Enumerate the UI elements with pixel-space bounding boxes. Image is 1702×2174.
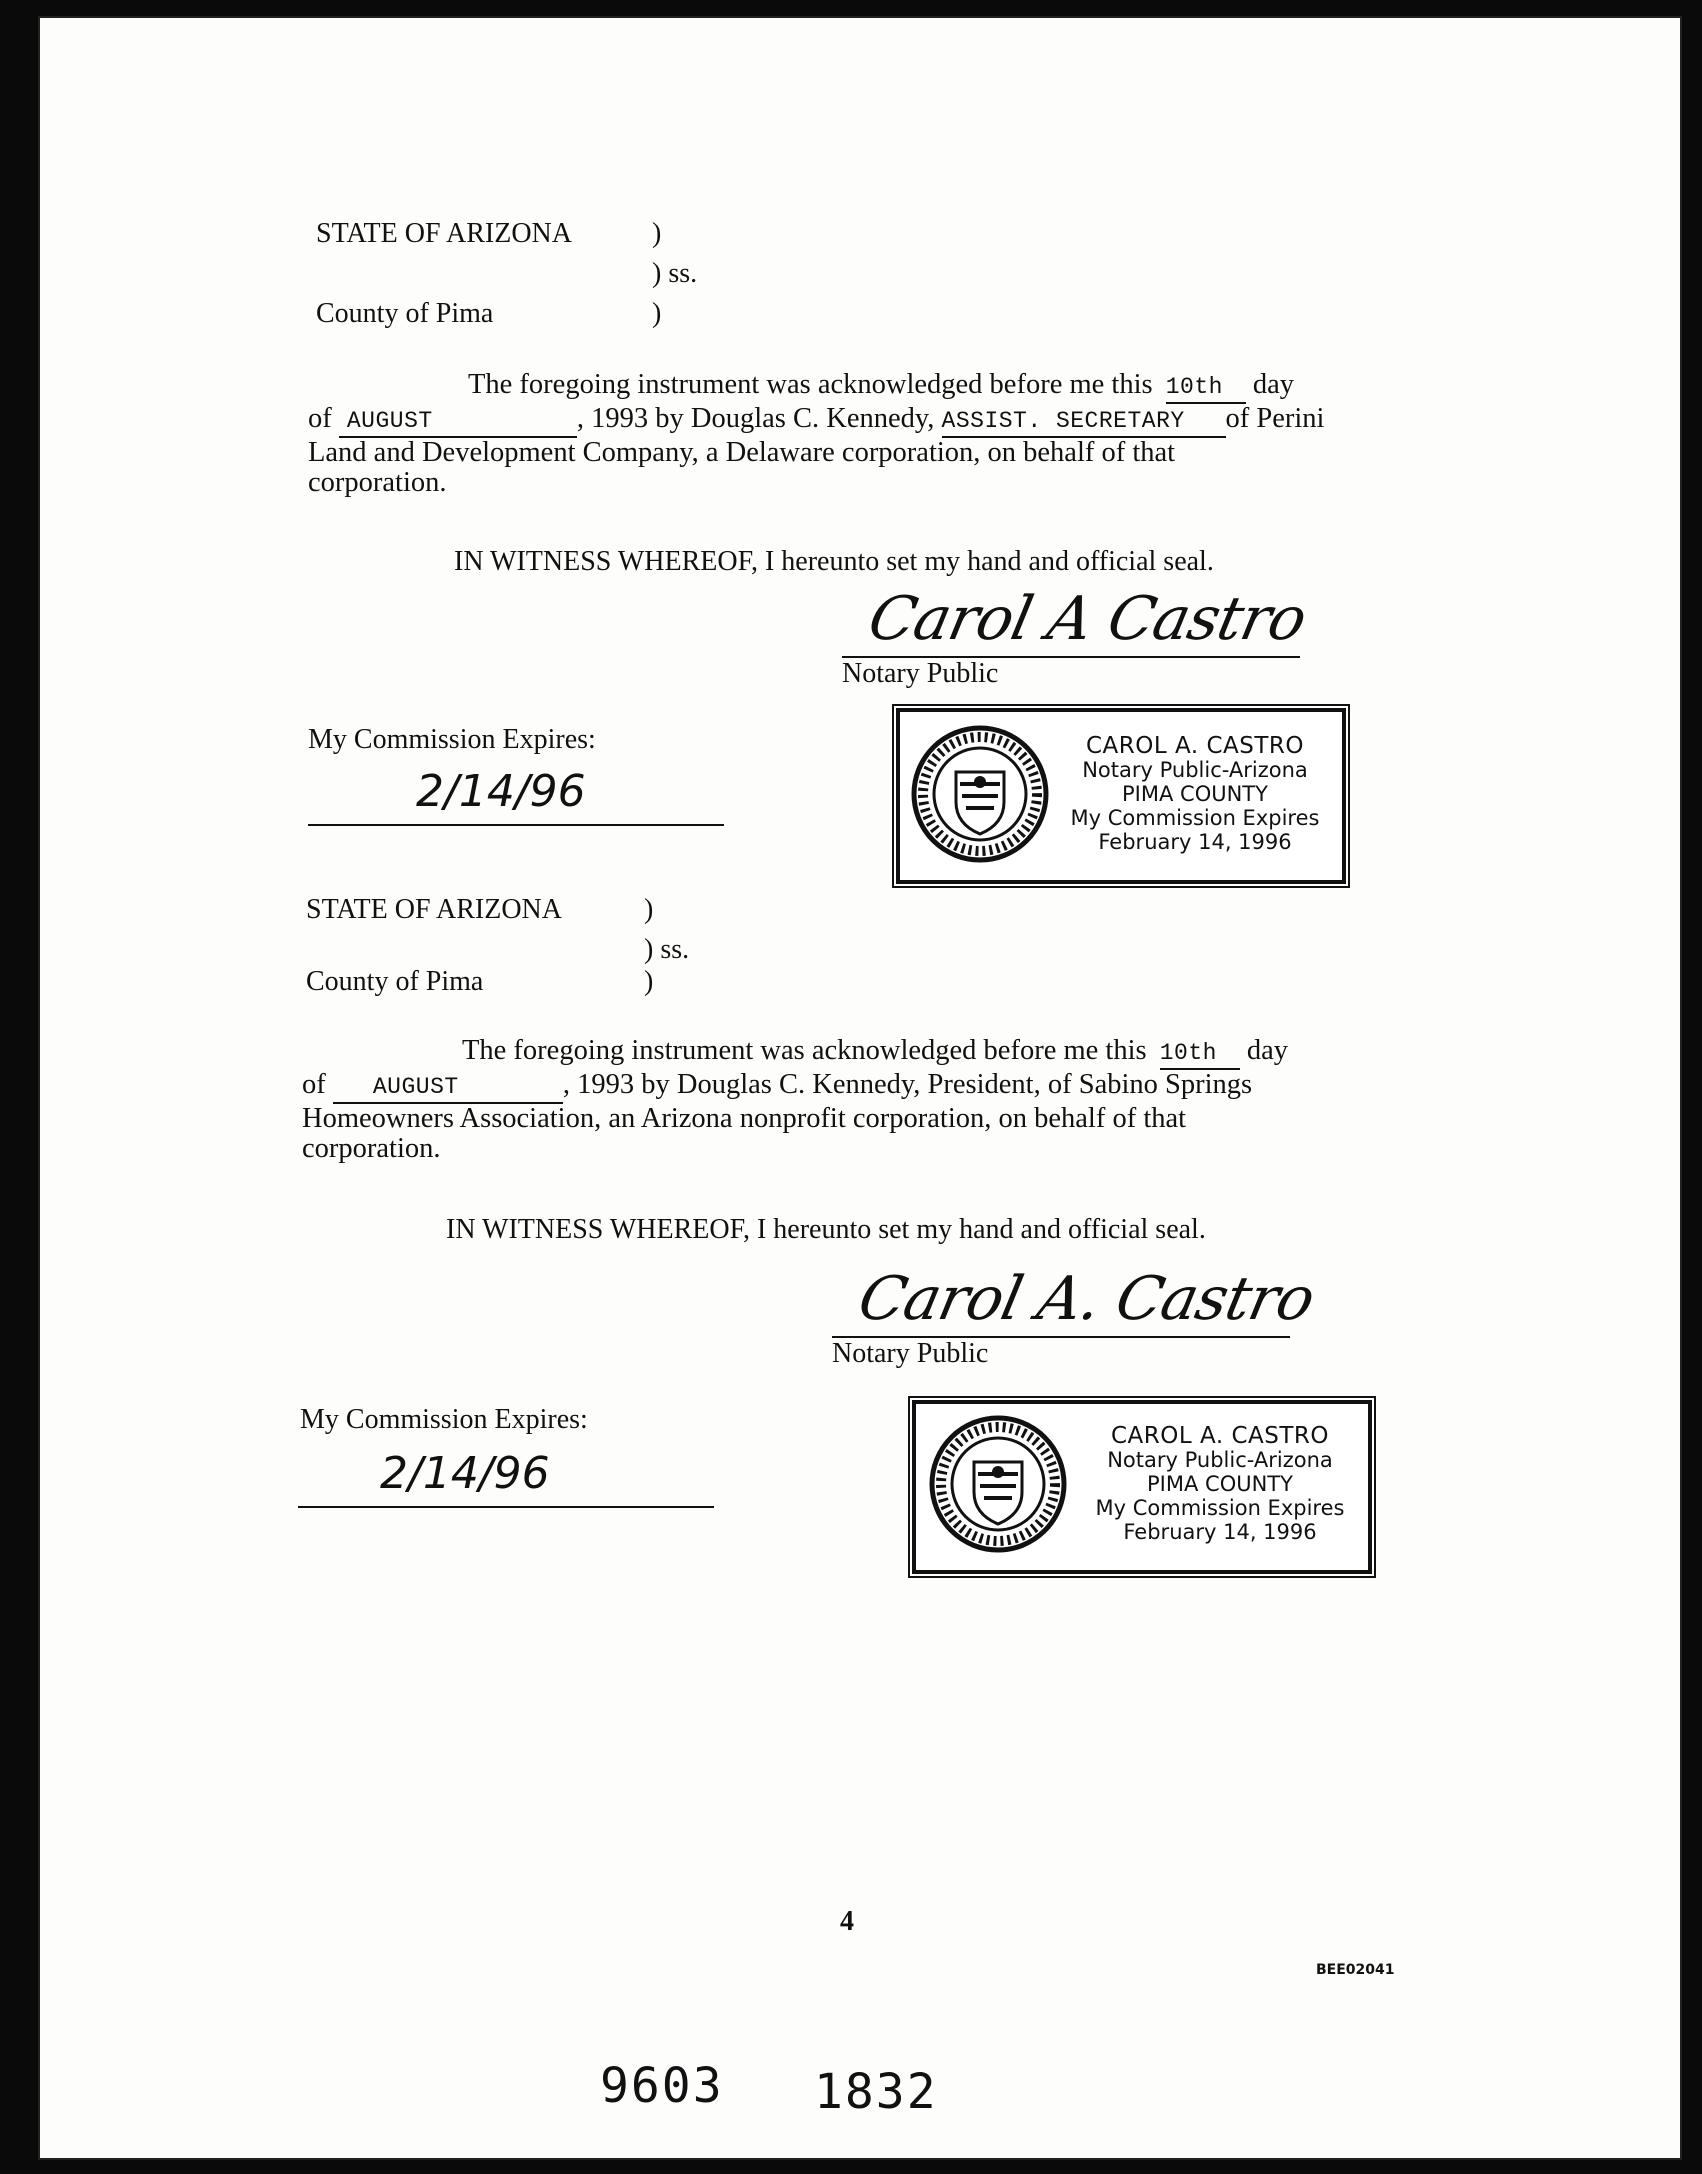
para-text: day xyxy=(1246,1035,1288,1066)
document-code: BEE02041 xyxy=(1316,1962,1395,1978)
notary-signature: Carol A Castro xyxy=(862,584,1312,654)
commission-date: 2/14/96 xyxy=(416,766,586,817)
stamp-text xyxy=(1060,734,1330,854)
para-text: of Perini xyxy=(1225,403,1325,434)
venue-paren: ) xyxy=(652,298,662,329)
venue-paren: ) xyxy=(644,894,654,925)
stamp-line: PIMA COUNTY xyxy=(1147,1472,1293,1496)
recording-number-right: 1832 xyxy=(814,2064,938,2120)
county-heading: County of Pima xyxy=(316,298,494,329)
stamp-line: My Commission Expires xyxy=(1095,1496,1345,1520)
witness-statement: IN WITNESS WHEREOF, I hereunto set my hand and official seal. xyxy=(446,1214,1206,1245)
notary-stamp xyxy=(912,1400,1372,1574)
county-heading: County of Pima xyxy=(306,966,484,997)
stamp-text xyxy=(1082,1424,1358,1544)
stamp-name: CAROL A. CASTRO xyxy=(1111,1423,1329,1449)
document-page xyxy=(40,18,1680,2158)
day-field: 10th xyxy=(1160,1038,1240,1070)
stamp-line: February 14, 1996 xyxy=(1098,830,1292,854)
stamp-line: PIMA COUNTY xyxy=(1122,782,1268,806)
commission-date: 2/14/96 xyxy=(380,1448,550,1499)
venue-ss: ) ss. xyxy=(644,934,690,965)
venue-paren: ) xyxy=(652,218,662,249)
witness-statement: IN WITNESS WHEREOF, I hereunto set my hand and official seal. xyxy=(454,546,1214,577)
month-field: AUGUST xyxy=(339,406,577,438)
state-seal-icon xyxy=(910,724,1050,864)
stamp-line: Notary Public-Arizona xyxy=(1082,758,1308,782)
commission-label: My Commission Expires: xyxy=(308,724,596,755)
commission-line xyxy=(308,824,724,826)
para-text: , 1993 by Douglas C. Kennedy, President, of Sabino Springs xyxy=(562,1069,1253,1100)
commission-line xyxy=(298,1506,714,1508)
para-text: The foregoing instrument was acknowledged before me this xyxy=(468,369,1153,400)
para-text: Land and Development Company, a Delaware corporation, on behalf of that xyxy=(308,437,1176,468)
month-field: AUGUST xyxy=(333,1072,563,1104)
stamp-line: February 14, 1996 xyxy=(1123,1520,1317,1544)
para-text: of xyxy=(308,403,332,434)
page-number: 4 xyxy=(840,1906,854,1937)
notary-signature: Carol A. Castro xyxy=(852,1264,1321,1334)
notary-label: Notary Public xyxy=(832,1338,989,1369)
title-field: ASSIST. SECRETARY xyxy=(942,406,1226,438)
stamp-line: Notary Public-Arizona xyxy=(1107,1448,1333,1472)
state-heading: STATE OF ARIZONA xyxy=(306,894,562,925)
state-seal-icon xyxy=(928,1414,1068,1554)
para-text: corporation. xyxy=(308,467,447,498)
venue-paren: ) xyxy=(644,966,654,997)
notary-stamp xyxy=(896,708,1346,884)
para-text: corporation. xyxy=(302,1133,441,1164)
venue-ss: ) ss. xyxy=(652,258,698,289)
acknowledgment-paragraph xyxy=(308,370,1488,498)
recording-number-left: 9603 xyxy=(600,2058,724,2114)
notary-label: Notary Public xyxy=(842,658,999,689)
commission-label: My Commission Expires: xyxy=(300,1404,588,1435)
para-text: day xyxy=(1252,369,1294,400)
day-field: 10th xyxy=(1166,372,1246,404)
stamp-line: My Commission Expires xyxy=(1070,806,1320,830)
para-text: The foregoing instrument was acknowledged before me this xyxy=(462,1035,1147,1066)
para-text: , 1993 by Douglas C. Kennedy, xyxy=(576,403,935,434)
para-text: of xyxy=(302,1069,326,1100)
para-text: Homeowners Association, an Arizona nonprofit corporation, on behalf of that xyxy=(302,1103,1187,1134)
stamp-name: CAROL A. CASTRO xyxy=(1086,733,1304,759)
state-heading: STATE OF ARIZONA xyxy=(316,218,572,249)
acknowledgment-paragraph xyxy=(302,1036,1482,1164)
